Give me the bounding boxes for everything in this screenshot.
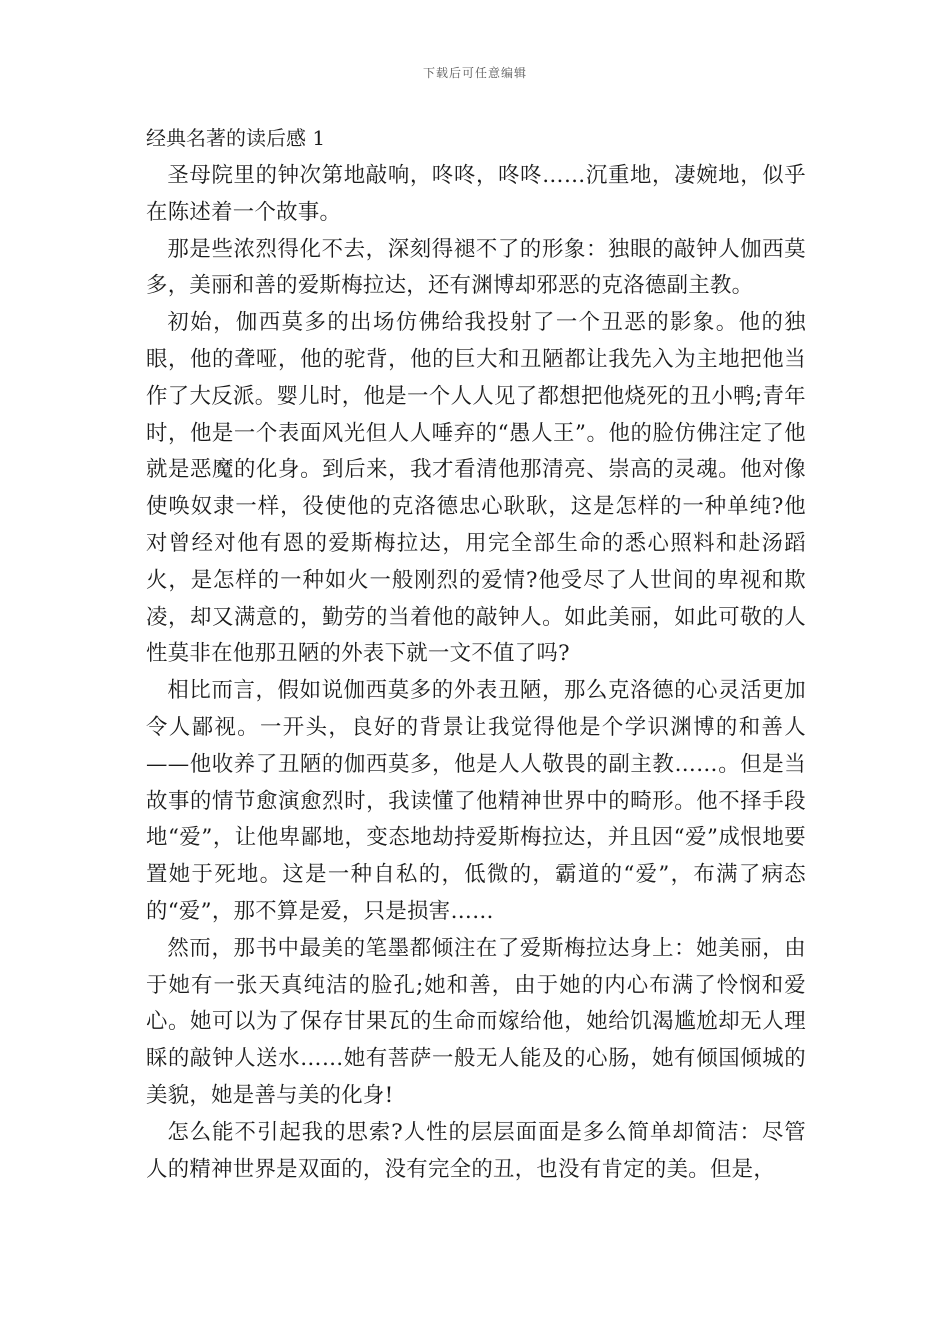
paragraph-1: 圣母院里的钟次第地敲响，咚咚，咚咚……沉重地，凄婉地，似乎在陈述着一个故事。 <box>146 163 806 225</box>
page-header: 下载后可任意编辑 <box>422 66 527 80</box>
paragraph-6: 怎么能不引起我的思索?人性的层层面面是多么简单却简洁：尽管人的精神世界是双面的，没有完全的丑，也没有肯定的美。但是， <box>146 1119 806 1182</box>
paragraph-2: 那是些浓烈得化不去，深刻得褪不了的形象：独眼的敲钟人伽西莫多，美丽和善的爱斯梅拉达，还有渊博却邪恶的克洛德副主教。 <box>146 236 806 299</box>
document-title: 经典名著的读后感 1 <box>146 126 326 150</box>
paragraph-5: 然而，那书中最美的笔墨都倾注在了爱斯梅拉达身上：她美丽，由于她有一张天真纯洁的脸孔;她和善，由于她的内心布满了怜悯和爱心。她可以为了保存甘果瓦的生命而嫁给他，她给饥渴尴尬却无人理睬的敲钟人送水……她有菩萨一般无人能及的心肠，她有倾国倾城的美貌，她是善与美的化身! <box>146 935 806 1108</box>
document-body <box>146 120 806 1188</box>
paragraph-4: 相比而言，假如说伽西莫多的外表丑陋，那么克洛德的心灵活更加令人鄙视。一开头，良好的背景让我觉得他是个学识渊博的和善人——他收养了丑陋的伽西莫多，他是人人敬畏的副主教……。但是当故事的情节愈演愈烈时，我读懂了他精神世界中的畸形。他不择手段地“爱”，让他卑鄙地，变态地劫持爱斯梅拉达，并且因“爱”成恨地要置她于死地。这是一种自私的，低微的，霸道的“爱”，布满了病态的“爱”，那不算是爱，只是损害…… <box>146 678 806 924</box>
paragraph-3: 初始，伽西莫多的出场仿佛给我投射了一个丑恶的影象。他的独眼，他的聋哑，他的驼背，他的巨大和丑陋都让我先入为主地把他当作了大反派。婴儿时，他是一个人人见了都想把他烧死的丑小鸭;青年时，他是一个表面风光但人人唾弃的“愚人王”。他的脸仿佛注定了他就是恶魔的化身。到后来，我才看清他那清亮、崇高的灵魂。他对像使唤奴隶一样，役使他的克洛德忠心耿耿，这是怎样的一种单纯?他对曾经对他有恩的爱斯梅拉达，用完全部生命的悉心照料和赴汤蹈火，是怎样的一种如火一般刚烈的爱情?他受尽了人世间的卑视和欺凌，却又满意的，勤劳的当着他的敲钟人。如此美丽，如此可敬的人性莫非在他那丑陋的外表下就一文不值了吗? <box>146 310 806 667</box>
